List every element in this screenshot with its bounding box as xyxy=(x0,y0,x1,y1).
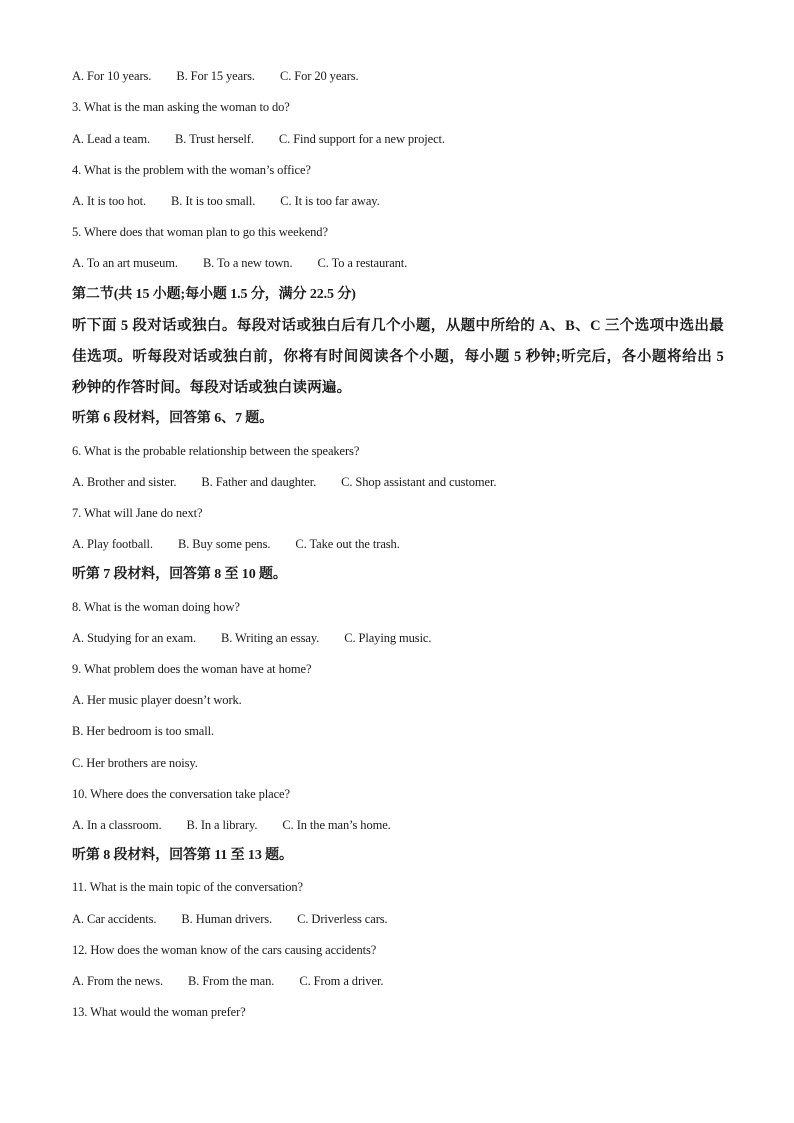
q3-options xyxy=(72,131,445,147)
q4-option-a: A. It is too hot. xyxy=(72,194,146,208)
q10-option-b: B. In a library. xyxy=(186,818,258,832)
q5-option-a: A. To an art museum. xyxy=(72,256,178,270)
q11-option-c: C. Driverless cars. xyxy=(297,912,388,926)
q8-question: 8. What is the woman doing how? xyxy=(72,600,240,614)
q10-option-a: A. In a classroom. xyxy=(72,818,162,832)
q6-option-c: C. Shop assistant and customer. xyxy=(341,475,497,489)
q10-question: 10. Where does the conversation take place? xyxy=(72,787,290,801)
q9-question: 9. What problem does the woman have at home? xyxy=(72,662,312,676)
q11-question: 11. What is the main topic of the conversation? xyxy=(72,880,303,894)
section2-instructions: 听下面 5 段对话或独白。每段对话或独白后有几个小题，从题中所给的 A、B、C 三个选项中选出最佳选项。听每段对话或独白前，你将有时间阅读各个小题，每小题 5 秒钟;听完后，各小题将给出 5 秒钟的作答时间。每段对话或独白读两遍。 xyxy=(72,318,724,396)
q12-question: 12. How does the woman know of the cars causing accidents? xyxy=(72,943,377,957)
q2-option-b: B. For 15 years. xyxy=(176,69,255,83)
q12-option-c: C. From a driver. xyxy=(299,974,384,988)
q6-option-b: B. Father and daughter. xyxy=(201,475,317,489)
q9-option-b: B. Her bedroom is too small. xyxy=(72,724,214,738)
q4-option-c: C. It is too far away. xyxy=(280,194,380,208)
q12-option-b: B. From the man. xyxy=(188,974,275,988)
q3-option-b: B. Trust herself. xyxy=(175,132,254,146)
q11-options xyxy=(72,911,388,927)
q3-option-a: A. Lead a team. xyxy=(72,132,150,146)
q2-options xyxy=(72,68,359,84)
q12-options xyxy=(72,973,383,989)
q4-question: 4. What is the problem with the woman’s office? xyxy=(72,163,311,177)
q3-question: 3. What is the man asking the woman to do? xyxy=(72,100,290,114)
q11-option-b: B. Human drivers. xyxy=(181,912,273,926)
q4-option-b: B. It is too small. xyxy=(171,194,256,208)
q7-option-a: A. Play football. xyxy=(72,537,153,551)
q3-option-c: C. Find support for a new project. xyxy=(278,132,445,146)
q9-option-c: C. Her brothers are noisy. xyxy=(72,756,198,770)
q10-options xyxy=(72,817,391,833)
material6-heading: 听第 6 段材料，回答第 6、7 题。 xyxy=(72,411,274,426)
q5-question: 5. Where does that woman plan to go this weekend? xyxy=(72,225,328,239)
q13-question: 13. What would the woman prefer? xyxy=(72,1005,246,1019)
q7-option-b: B. Buy some pens. xyxy=(177,537,271,551)
q6-options xyxy=(72,474,496,490)
q8-options xyxy=(72,630,431,646)
q2-option-c: C. For 20 years. xyxy=(279,69,359,83)
q2-option-a: A. For 10 years. xyxy=(72,69,152,83)
q12-option-a: A. From the news. xyxy=(72,974,164,988)
q8-option-c: C. Playing music. xyxy=(344,631,432,645)
q8-option-a: A. Studying for an exam. xyxy=(72,631,196,645)
q11-option-a: A. Car accidents. xyxy=(72,912,157,926)
q7-option-c: C. Take out the trash. xyxy=(295,537,400,551)
material7-heading: 听第 7 段材料，回答第 8 至 10 题。 xyxy=(72,567,287,582)
q8-option-b: B. Writing an essay. xyxy=(221,631,320,645)
q7-options xyxy=(72,536,400,552)
q4-options xyxy=(72,193,380,209)
q5-option-b: B. To a new town. xyxy=(202,256,293,270)
material8-heading: 听第 8 段材料，回答第 11 至 13 题。 xyxy=(72,848,293,863)
q6-option-a: A. Brother and sister. xyxy=(72,475,177,489)
q5-option-c: C. To a restaurant. xyxy=(317,256,408,270)
q6-question: 6. What is the probable relationship between the speakers? xyxy=(72,444,360,458)
section2-heading: 第二节(共 15 小题;每小题 1.5 分，满分 22.5 分) xyxy=(72,287,356,302)
q10-option-c: C. In the man’s home. xyxy=(282,818,391,832)
q7-question: 7. What will Jane do next? xyxy=(72,506,203,520)
q9-option-a: A. Her music player doesn’t work. xyxy=(72,693,242,707)
q5-options xyxy=(72,255,407,271)
